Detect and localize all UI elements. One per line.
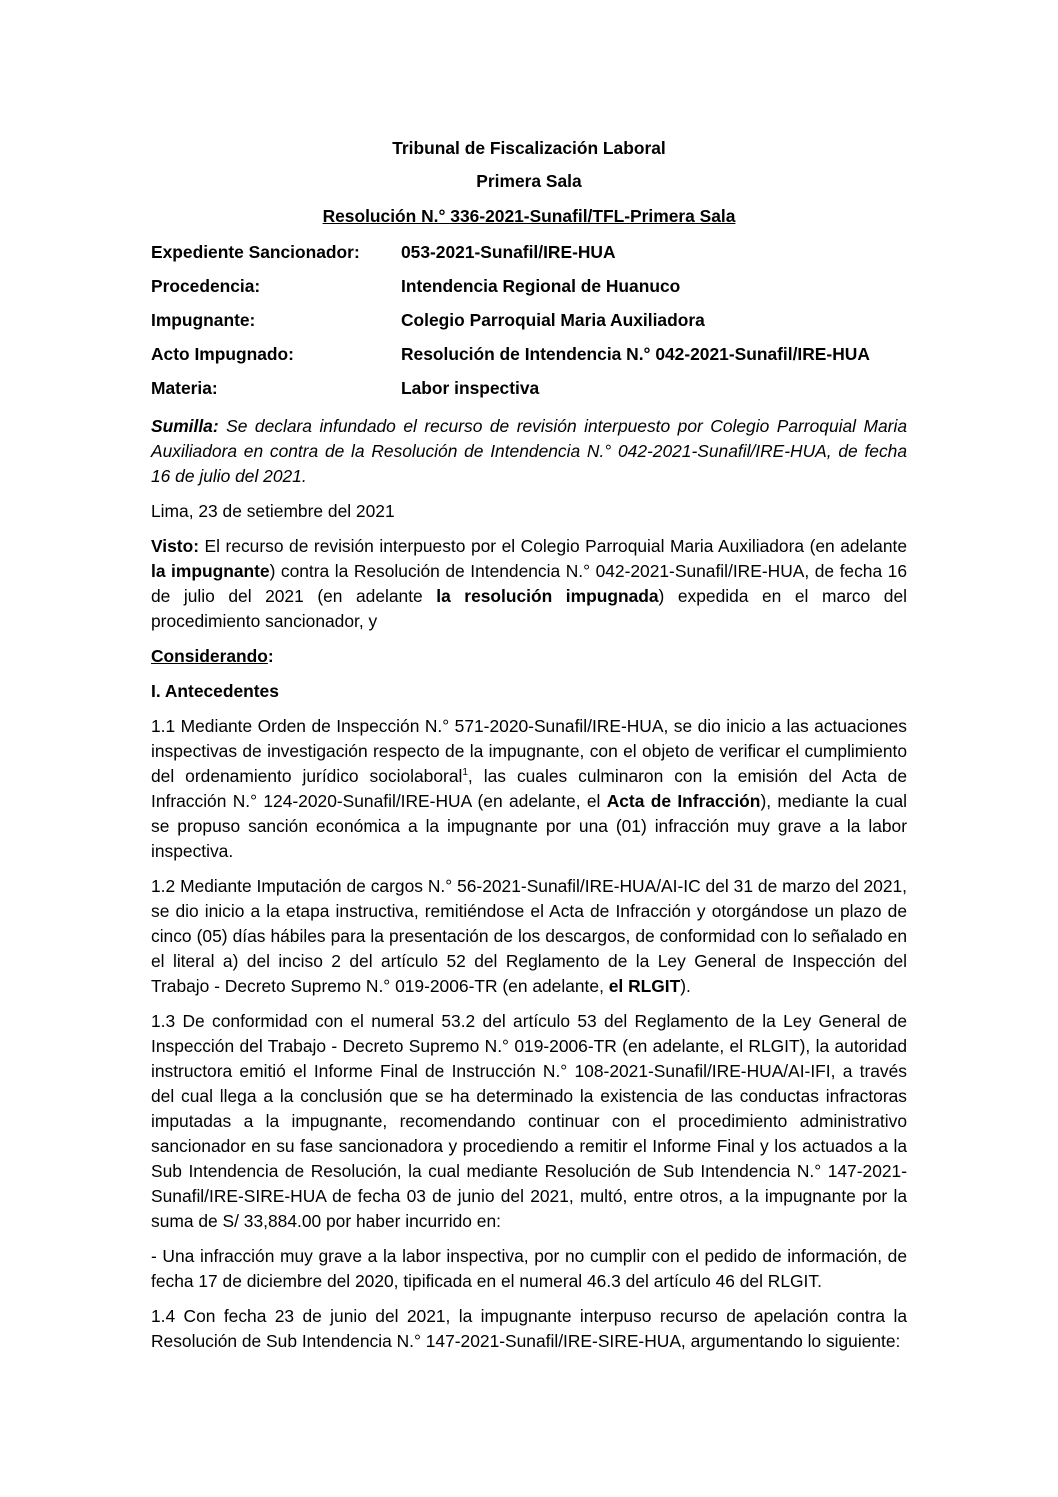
visto-text: El recurso de revisión interpuesto por el Colegio Parroquial Maria Auxiliadora (en adelante: [199, 536, 907, 556]
considerando-label: Considerando: [151, 646, 268, 666]
resolution-number: Resolución N.° 336-2021-Sunafil/TFL-Primera Sala: [322, 206, 736, 226]
meta-value: 053-2021-Sunafil/IRE-HUA: [401, 242, 616, 262]
considerando-heading: [151, 644, 907, 669]
sala-title: Primera Sala: [476, 171, 582, 191]
p12-text: 1.2 Mediante Imputación de cargos N.° 56-2021-Sunafil/IRE-HUA/AI-IC del 31 de marzo del 2021, se dio inicio a la etapa instructiva, remitiéndose el Acta de Infracción y otorgándose un plazo de cinco (05) días hábiles para la presentación de los descargos, de conformidad con lo señalado en el literal a) del inciso 2 del artículo 52 del Reglamento de la Ley General de Inspección del Trabajo - Decreto Supremo N.° 019-2006-TR (en adelante,: [151, 876, 907, 996]
meta-label: Acto Impugnado:: [151, 344, 294, 364]
paragraph-1-1: [151, 714, 907, 864]
meta-label: Materia:: [151, 378, 218, 398]
meta-value: Colegio Parroquial Maria Auxiliadora: [401, 310, 705, 330]
p12-bold: el RLGIT: [608, 976, 681, 996]
p11-text: 1.1 Mediante Orden de Inspección N.° 571-2020-Sunafil/IRE-HUA, se dio inicio a las actuaciones inspectivas de investigación respecto de la impugnante, con el objeto de verificar el cumplimiento del ordenamiento jurídico sociolaboral: [151, 716, 907, 786]
p11-text: ), mediante la cual se propuso sanción económica a la impugnante por una (01) infracción muy grave a la labor inspectiva.: [151, 791, 907, 861]
meta-value: Labor inspectiva: [401, 378, 540, 398]
visto-label: Visto:: [151, 536, 199, 556]
document-body: [151, 136, 907, 1354]
meta-row-impugnante: [151, 308, 907, 342]
meta-row-expediente: [151, 240, 907, 274]
date-line: Lima, 23 de setiembre del 2021: [151, 501, 395, 521]
visto-text: ) contra la Resolución de Intendencia N.° 042-2021-Sunafil/IRE-HUA, de fecha 16 de julio del 2021 (en adelante: [151, 561, 907, 606]
p11-bold: Acta de Infracción: [606, 791, 761, 811]
paragraph-1-2: [151, 874, 907, 999]
meta-value: Resolución de Intendencia N.° 042-2021-Sunafil/IRE-HUA: [401, 344, 870, 364]
paragraph-1-3: 1.3 De conformidad con el numeral 53.2 del artículo 53 del Reglamento de la Ley General de Inspección del Trabajo - Decreto Supremo N.° 019-2006-TR (en adelante, el RLGIT), la autoridad instructora emitió el Informe Final de Instrucción N.° 108-2021-Sunafil/IRE-HUA/AI-IFI, a través del cual llega a la conclusión que se ha determinado la existencia de las conductas infractoras imputadas a la impugnante, recomendando continuar con el procedimiento administrativo sancionador en su fase sancionadora y procediendo a remitir el Informe Final y los actuados a la Sub Intendencia de Resolución, la cual mediante Resolución de Sub Intendencia N.° 147-2021-Sunafil/IRE-SIRE-HUA de fecha 03 de junio del 2021, multó, entre otros, a la impugnante por la suma de S/ 33,884.00 por haber incurrido en:: [151, 1011, 907, 1231]
bullet-item: - Una infracción muy grave a la labor inspectiva, por no cumplir con el pedido de información, de fecha 17 de diciembre del 2020, tipificada en el numeral 46.3 del artículo 46 del RLGIT.: [151, 1246, 907, 1291]
meta-label: Expediente Sancionador:: [151, 242, 360, 262]
meta-value: Intendencia Regional de Huanuco: [401, 276, 681, 296]
considerando-colon: :: [267, 646, 274, 666]
p11-text: , las cuales culminaron con la emisión del Acta de Infracción N.° 124-2020-Sunafil/IRE-HUA (en adelante, el: [151, 766, 907, 811]
p12-text: ).: [680, 976, 691, 996]
footnote-marker[interactable]: 1: [462, 767, 468, 779]
sumilla-paragraph: [151, 414, 907, 489]
visto-bold: la resolución impugnada: [436, 586, 659, 606]
meta-row-acto: [151, 342, 907, 376]
meta-row-procedencia: [151, 274, 907, 308]
visto-bold: la impugnante: [151, 561, 270, 581]
section-heading-antecedentes: I. Antecedentes: [151, 681, 279, 701]
sumilla-text: Se declara infundado el recurso de revisión interpuesto por Colegio Parroquial Maria Auxiliadora en contra de la Resolución de Intendencia N.° 042-2021-Sunafil/IRE-HUA, de fecha 16 de julio del 2021.: [151, 416, 907, 486]
visto-paragraph: [151, 534, 907, 634]
paragraph-1-4: 1.4 Con fecha 23 de junio del 2021, la impugnante interpuso recurso de apelación contra la Resolución de Sub Intendencia N.° 147-2021-Sunafil/IRE-SIRE-HUA, argumentando lo siguiente:: [151, 1306, 907, 1351]
meta-label: Impugnante:: [151, 310, 256, 330]
meta-row-materia: [151, 376, 907, 410]
visto-text: ) expedida en el marco del procedimiento sancionador, y: [151, 586, 908, 631]
sumilla-label: Sumilla:: [151, 416, 219, 436]
meta-label: Procedencia:: [151, 276, 261, 296]
tribunal-title: Tribunal de Fiscalización Laboral: [392, 138, 666, 158]
case-metadata: [151, 240, 907, 410]
